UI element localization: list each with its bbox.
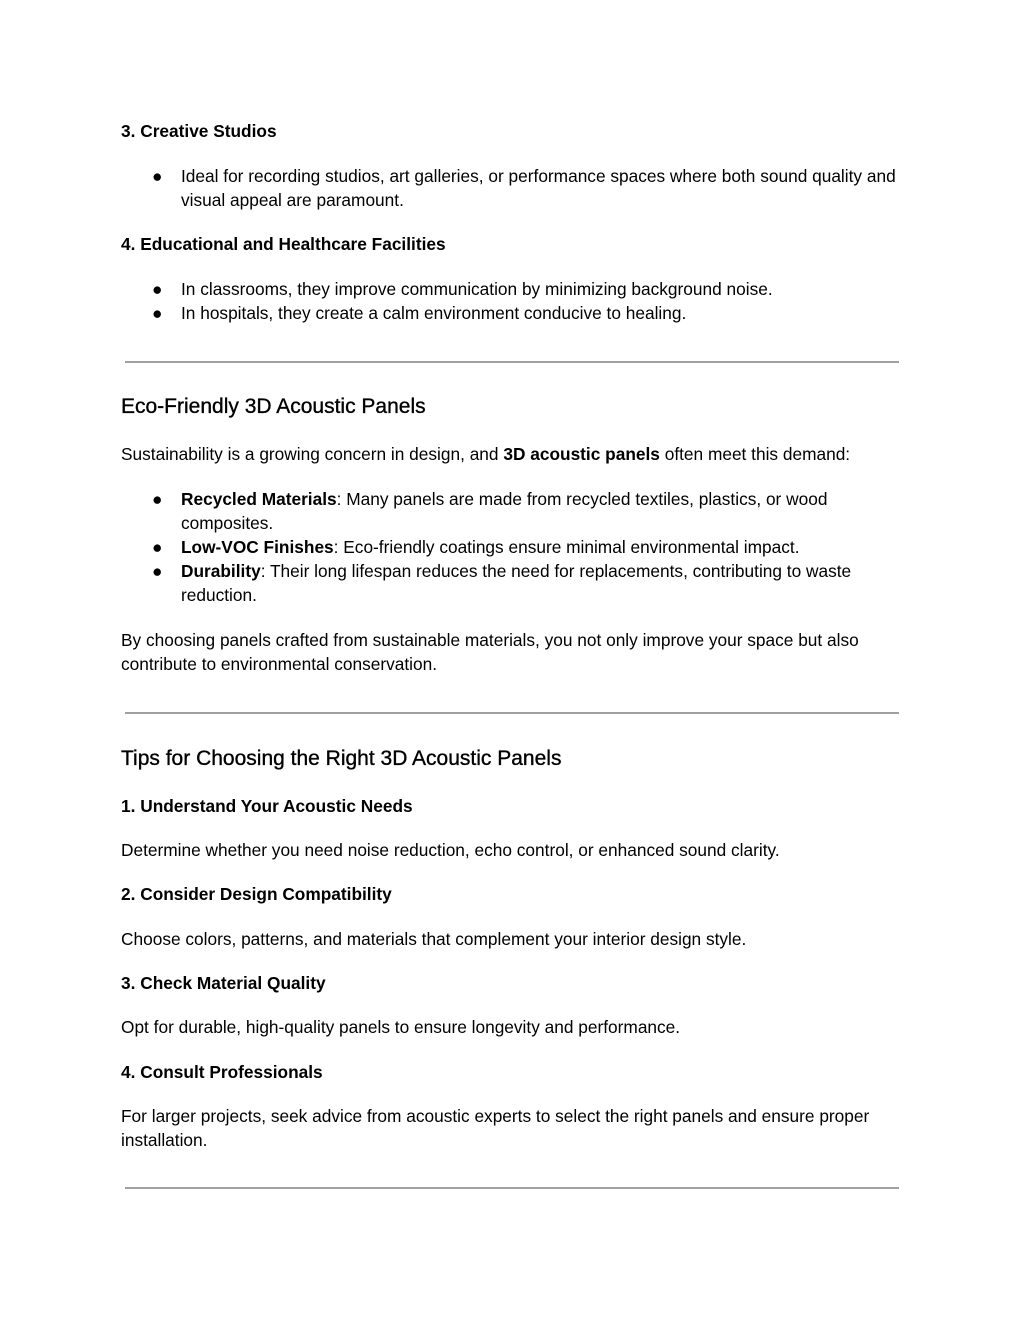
bullet-list-creative: [121, 164, 901, 212]
bullet-icon: ●: [152, 561, 163, 581]
bullet-icon: ●: [152, 166, 163, 186]
list-item: [121, 277, 901, 301]
list-item-term: Low-VOC Finishes: [181, 537, 334, 557]
tip-text-acoustic-needs: Determine whether you need noise reduction, echo control, or enhanced sound clarity.: [121, 840, 780, 860]
eco-intro-text: Sustainability is a growing concern in design, and: [121, 444, 504, 464]
horizontal-divider: [125, 1187, 899, 1189]
list-item: [121, 301, 901, 325]
horizontal-divider: [125, 361, 899, 363]
eco-intro-paragraph: [121, 442, 901, 466]
tip-title-material-quality: 3. Check Material Quality: [121, 973, 326, 993]
tip-title-acoustic-needs: 1. Understand Your Acoustic Needs: [121, 796, 413, 816]
eco-intro-text-end: often meet this demand:: [659, 444, 851, 464]
section-heading-eco-friendly: Eco-Friendly 3D Acoustic Panels: [121, 395, 426, 418]
tip-text-design-compatibility: Choose colors, patterns, and materials that complement your interior design style.: [121, 929, 747, 949]
list-item-text: : Their long lifespan reduces the need for replacements, contributing to waste reduction.: [181, 561, 852, 605]
list-item-text: : Many panels are made from recycled textiles, plastics, or wood composites.: [181, 489, 828, 533]
list-item-text: In classrooms, they improve communication by minimizing background noise.: [181, 279, 773, 299]
bullet-icon: ●: [152, 303, 163, 323]
bullet-icon: ●: [152, 279, 163, 299]
list-item-term: Recycled Materials: [181, 489, 337, 509]
list-item-text: Ideal for recording studios, art galleries, or performance spaces where both sound quality and visual appeal are paramount.: [181, 166, 896, 210]
section-heading-tips: Tips for Choosing the Right 3D Acoustic Panels: [121, 747, 562, 770]
list-item-term: Durability: [181, 561, 261, 581]
list-item-text: : Eco-friendly coatings ensure minimal environmental impact.: [333, 537, 800, 557]
list-item-text: In hospitals, they create a calm environment conducive to healing.: [181, 303, 687, 323]
tip-title-consult-professionals: 4. Consult Professionals: [121, 1062, 323, 1082]
list-item: [121, 164, 901, 212]
subsection-title-educational-healthcare: 4. Educational and Healthcare Facilities: [121, 234, 446, 254]
bullet-icon: ●: [152, 489, 163, 509]
eco-intro-bold-term: 3D acoustic panels: [503, 444, 660, 464]
bullet-list-eco: [121, 487, 901, 607]
bullet-icon: ●: [152, 537, 163, 557]
tip-text-consult-professionals: For larger projects, seek advice from acoustic experts to select the right panels and ensure proper installation.: [121, 1106, 870, 1150]
tip-text-material-quality: Opt for durable, high-quality panels to ensure longevity and performance.: [121, 1017, 681, 1037]
list-item: [121, 559, 901, 607]
list-item: [121, 535, 901, 559]
tip-title-design-compatibility: 2. Consider Design Compatibility: [121, 884, 392, 904]
eco-closing-paragraph: By choosing panels crafted from sustainable materials, you not only improve your space but also contribute to environmental conservation.: [121, 630, 859, 674]
subsection-title-creative-studios: 3. Creative Studios: [121, 121, 277, 141]
list-item: [121, 487, 901, 535]
horizontal-divider: [125, 712, 899, 714]
bullet-list-education: [121, 277, 901, 325]
